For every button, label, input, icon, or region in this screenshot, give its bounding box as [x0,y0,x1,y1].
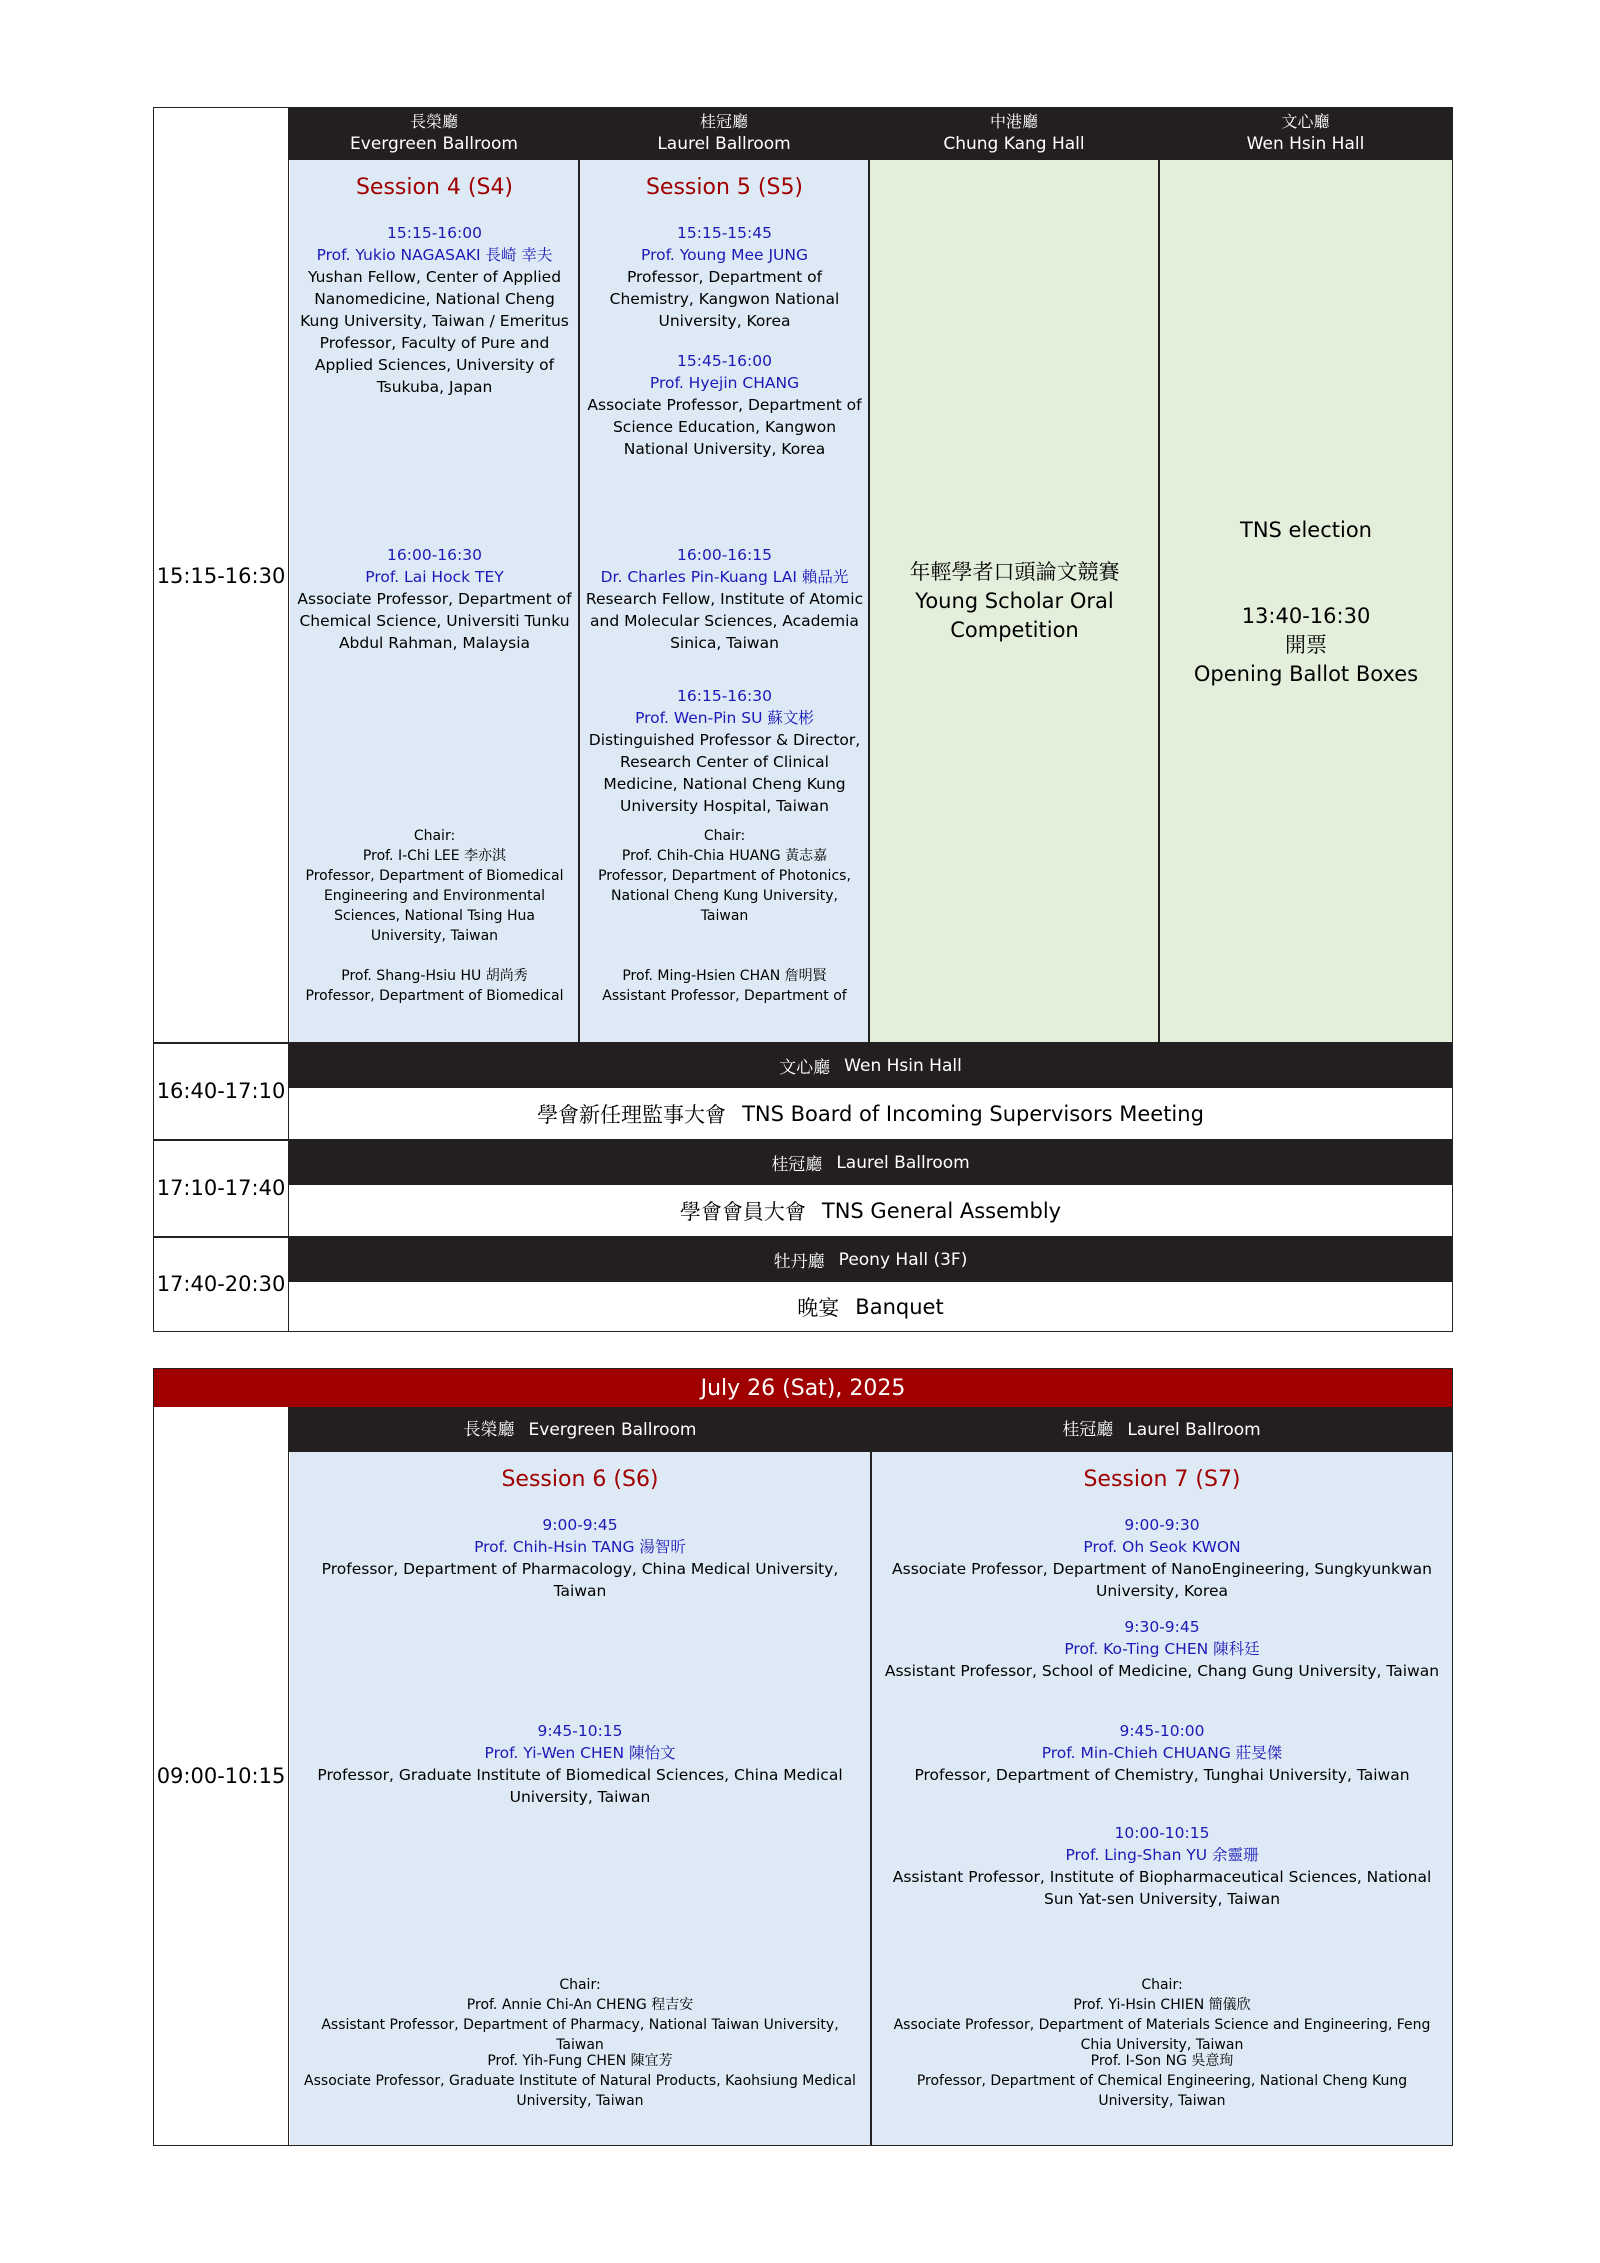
venue-bar [289,1237,1452,1282]
session-title: Session 5 (S5) [645,175,804,200]
venue-bar [289,1043,1452,1088]
chair-line: Prof. Yi-Hsin CHIEN 簡儀欣 [1073,1997,1251,2013]
affiliation: Sun Yat-sen University, Taiwan [1043,1890,1281,1908]
talk-time: 10:00-10:15 [1114,1824,1210,1842]
speaker-name: Prof. Young Mee JUNG [641,246,808,264]
speaker-name: Prof. Min-Chieh CHUANG 莊旻傑 [1041,1744,1283,1762]
chair-line: Prof. Ming-Hsien CHAN 詹明賢 [622,968,827,984]
date-banner: July 26 (Sat), 2025 [154,1369,1452,1407]
affiliation: Associate Professor, Department of [297,590,572,608]
session-7-cell [872,1452,1452,2145]
affiliation: Distinguished Professor & Director, [588,731,861,749]
event-band [289,1185,1452,1236]
header-en: Laurel Ballroom [657,134,791,154]
talk-block [294,1720,866,1808]
chair-line: University, Taiwan [370,928,499,944]
talk-time: 15:45-16:00 [677,352,772,370]
schedule-table-afternoon [153,107,1453,1332]
header-evergreen [289,108,579,160]
talk-time: 16:15-16:30 [677,687,772,705]
venue-en: Peony Hall (3F) [838,1249,968,1270]
affiliation: Tsukuba, Japan [376,378,493,396]
talk-time: 15:15-15:45 [677,224,772,242]
event-en: TNS General Assembly [821,1198,1062,1223]
talk-block [584,222,865,332]
chair-line: Assistant Professor, Department of [602,988,847,1004]
affiliation: Abdul Rahman, Malaysia [338,634,531,652]
chair-block [294,2051,866,2111]
affiliation: Professor, Department of Pharmacology, China Medical University, [321,1560,839,1578]
session-title: Session 6 (S6) [501,1467,659,1492]
talk-block [584,685,865,817]
chair-line: Professor, Department of Photonics, [598,868,851,884]
affiliation: University, Taiwan [509,1788,651,1806]
chair-line: Professor, Department of Biomedical [305,988,564,1004]
ballot-zh: 開票 [1285,633,1327,657]
header-wenhsin [1159,108,1452,160]
schedule-table-july-26 [153,1368,1453,2146]
session-title: Session 7 (S7) [1083,1467,1241,1492]
chair-label: Chair: [559,1977,601,1993]
talk-block [294,544,575,654]
chair-block [584,966,865,1006]
speaker-name: Prof. Yukio NAGASAKI 長崎 幸夫 [316,246,553,264]
column-divider [870,1407,872,2145]
chair-line: Prof. Annie Chi-An CHENG 程吉安 [466,1997,694,2013]
tns-election-cell [1160,160,1452,1043]
column-divider [578,108,580,1043]
speaker-name: Prof. Chih-Hsin TANG 湯智昕 [474,1538,686,1556]
header-zh: 中港廳 [989,112,1038,131]
affiliation: Yushan Fellow, Center of Applied [307,268,562,286]
speaker-name: Prof. Ling-Shan YU 余靈珊 [1065,1846,1259,1864]
affiliation: Applied Sciences, University of [314,356,555,374]
affiliation: Chemical Science, Universiti Tunku [299,612,570,630]
venue-en: Laurel Ballroom [836,1152,970,1173]
header-zh: 長榮廳 [463,1419,515,1440]
header-zh: 長榮廳 [409,112,458,131]
time-slot: 16:40-17:10 [154,1043,289,1139]
chair-line: Chia University, Taiwan [1080,2037,1244,2053]
chair-line: National Cheng Kung University, [611,888,838,904]
affiliation: Assistant Professor, School of Medicine, Chang Gung University, Taiwan [884,1662,1440,1680]
chair-line: Professor, Department of Biomedical [305,868,564,884]
header-evergreen [289,1407,871,1452]
election-title: TNS election [1240,518,1372,542]
header-zh: 文心廳 [1281,112,1330,131]
chair-line: Associate Professor, Department of Materials Science and Engineering, Feng [893,2017,1431,2033]
talk-time: 9:45-10:15 [537,1722,623,1740]
venue-zh: 牡丹廳 [773,1252,825,1272]
chair-line: Prof. Yih-Fung CHEN 陳宜芳 [487,2053,673,2069]
affiliation: and Molecular Sciences, Academia [590,612,859,630]
talk-block [294,1514,866,1602]
header-en: Evergreen Ballroom [528,1419,697,1440]
chair-line: Prof. Shang-Hsiu HU 胡尚秀 [341,968,528,984]
affiliation: Medicine, National Cheng Kung [603,775,846,793]
header-zh: 桂冠廳 [1062,1419,1114,1440]
event-zh: 晚宴 [797,1295,840,1320]
chair-block [584,826,865,926]
speaker-name: Prof. Oh Seok KWON [1083,1538,1241,1556]
header-laurel [871,1407,1452,1452]
talk-block [876,1616,1448,1682]
speaker-name: Dr. Charles Pin-Kuang LAI 賴品光 [600,568,849,586]
affiliation: Professor, Graduate Institute of Biomedical Sciences, China Medical [317,1766,843,1784]
affiliation: University Hospital, Taiwan [620,797,829,815]
event-zh: 學會會員大會 [679,1199,806,1224]
chair-label: Chair: [1141,1977,1183,1993]
talk-block [294,222,575,398]
affiliation: Taiwan [553,1582,607,1600]
talk-time: 15:15-16:00 [387,224,482,242]
talk-block [876,1822,1448,1910]
ballot-block [1164,602,1448,689]
time-slot: 09:00-10:15 [154,1407,289,2145]
header-en: Laurel Ballroom [1127,1419,1261,1440]
talk-time: 9:45-10:00 [1119,1722,1205,1740]
affiliation: University, Korea [1096,1582,1228,1600]
affiliation: Research Center of Clinical [620,753,829,771]
header-laurel [579,108,869,160]
header-zh: 桂冠廳 [699,112,748,131]
affiliation: Assistant Professor, Institute of Biopharmaceutical Sciences, National [892,1868,1432,1886]
talk-time: 9:00-9:45 [542,1516,618,1534]
talk-time: 16:00-16:30 [387,546,482,564]
event-band [289,1088,1452,1139]
chair-line: Prof. I-Chi LEE 李亦淇 [362,848,507,864]
affiliation: University, Korea [658,312,791,330]
ballot-time: 13:40-16:30 [1241,604,1371,628]
chair-label: Chair: [413,828,456,844]
event-en: TNS Board of Incoming Supervisors Meeting [742,1101,1204,1126]
speaker-name: Prof. Hyejin CHANG [649,374,800,392]
time-slot: 17:10-17:40 [154,1140,289,1236]
affiliation: National University, Korea [623,440,826,458]
time-slot: 15:15-16:30 [154,108,289,1043]
affiliation: Science Education, Kangwon [612,418,837,436]
venue-zh: 文心廳 [779,1058,831,1078]
header-en: Evergreen Ballroom [350,134,518,154]
column-divider [1158,108,1160,1043]
session-title: Session 4 (S4) [355,175,514,200]
affiliation: Sinica, Taiwan [670,634,779,652]
column-divider [868,108,870,1043]
venue-zh: 桂冠廳 [771,1155,823,1175]
event-text: Competition [950,618,1079,642]
chair-line: Professor, Department of Chemical Engineering, National Cheng Kung [916,2073,1408,2089]
chair-label: Chair: [703,828,746,844]
talk-block [584,544,865,654]
session-5-cell [580,160,869,1043]
speaker-name: Prof. Yi-Wen CHEN 陳怡文 [484,1744,676,1762]
header-en: Wen Hsin Hall [1246,134,1365,154]
affiliation: Professor, Faculty of Pure and [319,334,550,352]
chair-block [294,1975,866,2055]
event-text: 年輕學者口頭論文競賽 [909,560,1120,584]
talk-block [876,1514,1448,1602]
chair-line: Taiwan [700,908,749,924]
chair-line: Engineering and Environmental [323,888,546,904]
affiliation: Nanomedicine, National Cheng [314,290,555,308]
affiliation: Professor, Department of Chemistry, Tunghai University, Taiwan [914,1766,1410,1784]
ballot-en: Opening Ballot Boxes [1193,662,1419,686]
speaker-name: Prof. Lai Hock TEY [365,568,504,586]
affiliation: Research Fellow, Institute of Atomic [585,590,864,608]
talk-time: 9:00-9:30 [1124,1516,1200,1534]
affiliation: Kung University, Taiwan / Emeritus [300,312,569,330]
event-band [289,1282,1452,1331]
chair-line: Associate Professor, Graduate Institute of Natural Products, Kaohsiung Medical [304,2073,856,2089]
chair-line: University, Taiwan [516,2093,644,2109]
event-text: Young Scholar Oral [915,589,1114,613]
header-en: Chung Kang Hall [943,134,1085,154]
young-scholar-cell [870,160,1159,1043]
speaker-name: Prof. Wen-Pin SU 蘇文彬 [635,709,814,727]
time-slot: 17:40-20:30 [154,1237,289,1331]
venue-bar [289,1140,1452,1185]
chair-line: Prof. I-Son NG 吳意珣 [1090,2053,1234,2069]
affiliation: Associate Professor, Department of [587,396,862,414]
event-zh: 學會新任理監事大會 [537,1102,727,1127]
chair-block [876,1975,1448,2055]
talk-block [876,1720,1448,1786]
speaker-name: Prof. Ko-Ting CHEN 陳科廷 [1064,1640,1260,1658]
talk-time: 16:00-16:15 [677,546,772,564]
talk-time: 9:30-9:45 [1124,1618,1200,1636]
chair-block [294,966,575,1006]
affiliation: Chemistry, Kangwon National [609,290,840,308]
chair-block [294,826,575,946]
chair-line: Sciences, National Tsing Hua [334,908,535,924]
venue-en: Wen Hsin Hall [844,1055,962,1076]
affiliation: Professor, Department of [626,268,823,286]
affiliation: Associate Professor, Department of NanoEngineering, Sungkyunkwan [892,1560,1432,1578]
talk-block [584,350,865,460]
chair-line: Prof. Chih-Chia HUANG 黃志嘉 [621,848,828,864]
chair-block [876,2051,1448,2111]
chair-line: Taiwan [556,2037,604,2053]
chair-line: University, Taiwan [1098,2093,1226,2109]
chair-line: Assistant Professor, Department of Pharmacy, National Taiwan University, [321,2017,839,2033]
header-chungkang [869,108,1159,160]
event-en: Banquet [855,1294,944,1319]
session-6-cell [290,1452,870,2145]
session-4-cell [290,160,579,1043]
